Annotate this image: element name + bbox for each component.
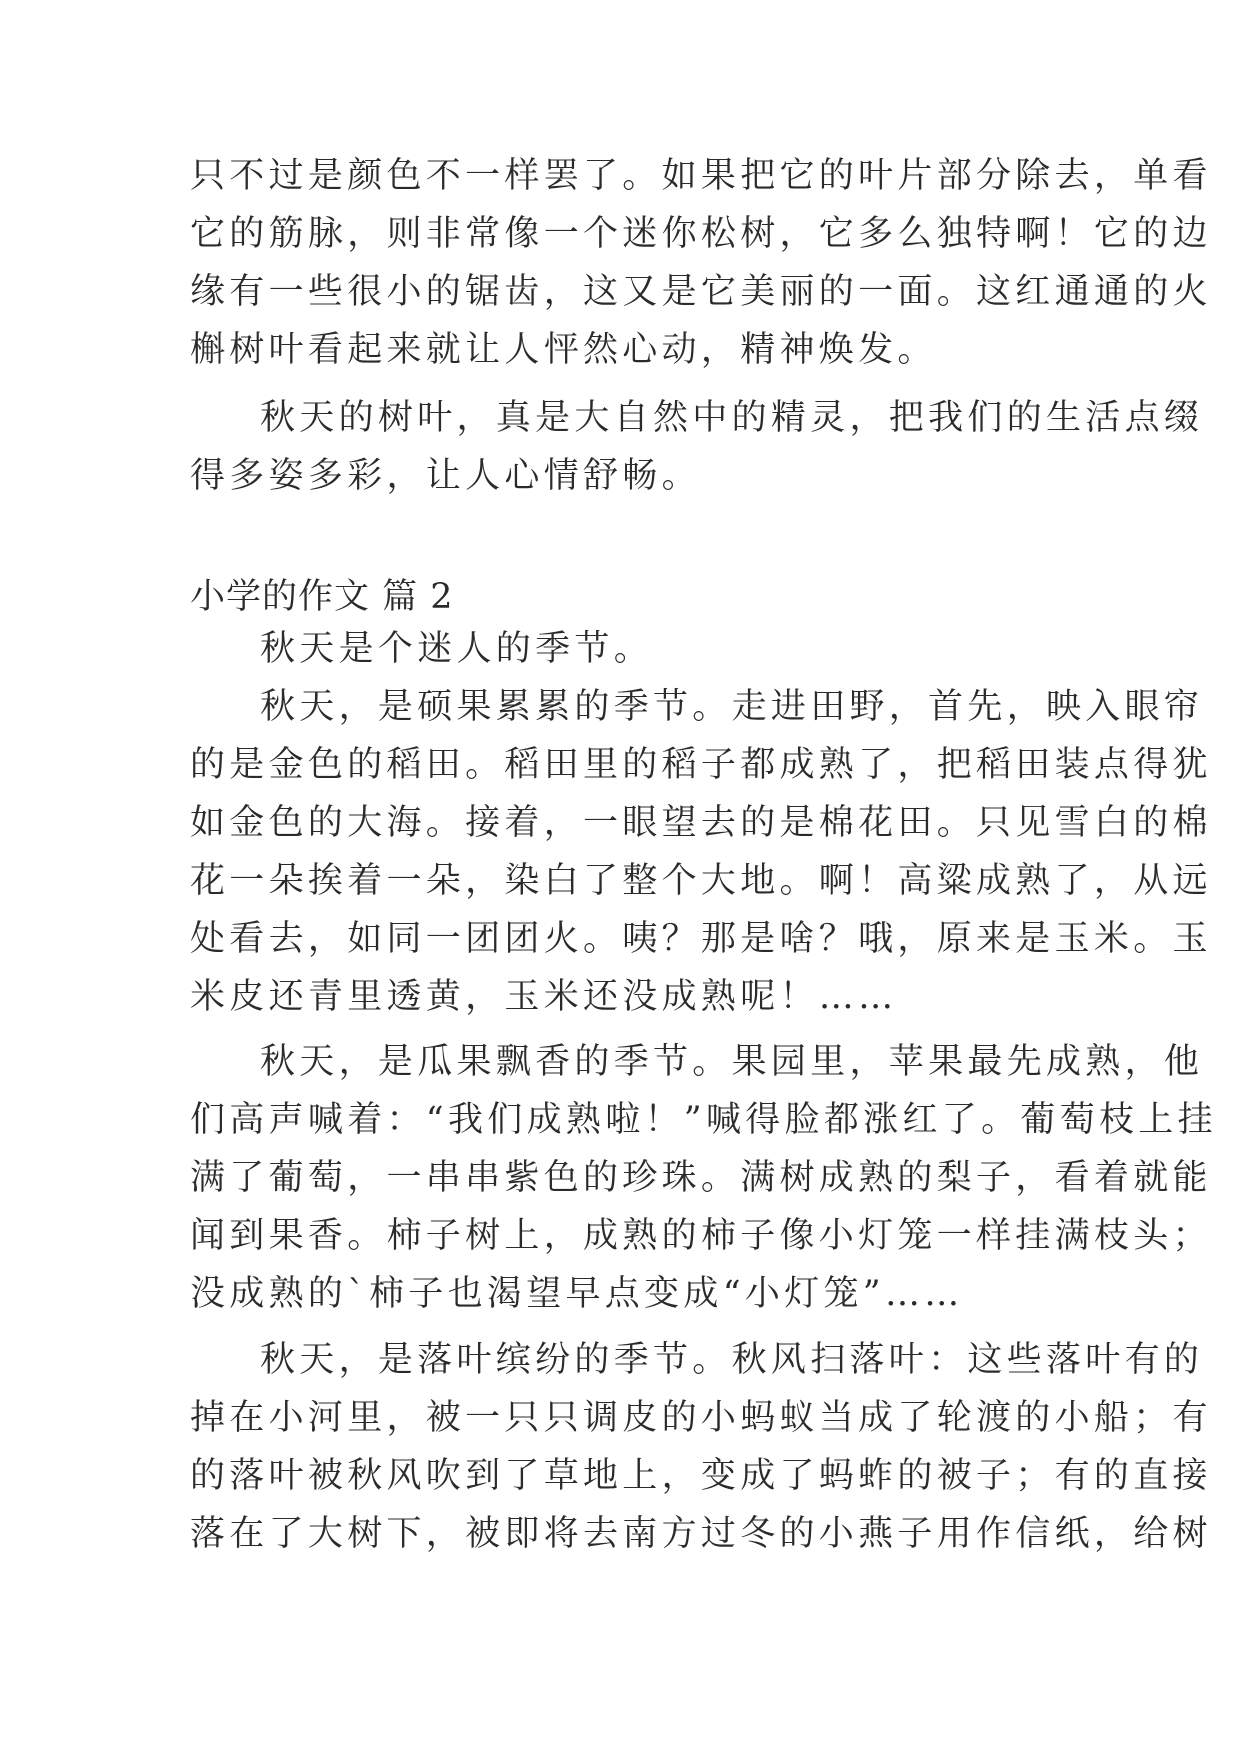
para6-line-4: 落在了大树下，被即将去南方过冬的小燕子用作信纸，给树 <box>190 1514 1212 1554</box>
para1-line-4: 槲树叶看起来就让人怦然心动，精神焕发。 <box>190 330 937 370</box>
para1-line-1: 只不过是颜色不一样罢了。如果把它的叶片部分除去，单看 <box>190 156 1212 196</box>
para4-line-3: 如金色的大海。接着，一眼望去的是棉花田。只见雪白的棉 <box>190 803 1212 843</box>
para5-line-2: 们高声喊着：“我们成熟啦！”喊得脸都涨红了。葡萄枝上挂 <box>190 1100 1217 1140</box>
para4-line-4: 花一朵挨着一朵，染白了整个大地。啊！高粱成熟了，从远 <box>190 861 1212 901</box>
para5-line-1: 秋天，是瓜果飘香的季节。果园里，苹果最先成熟，他 <box>260 1042 1204 1082</box>
para4-line-2: 的是金色的稻田。稻田里的稻子都成熟了，把稻田装点得犹 <box>190 745 1212 785</box>
para6-line-2: 掉在小河里，被一只只调皮的小蚂蚁当成了轮渡的小船；有 <box>190 1398 1212 1438</box>
para6-line-1: 秋天，是落叶缤纷的季节。秋风扫落叶：这些落叶有的 <box>260 1340 1204 1380</box>
para1-line-2: 它的筋脉，则非常像一个迷你松树，它多么独特啊！它的边 <box>190 214 1212 254</box>
para5-line-5: 没成熟的`柿子也渴望早点变成“小灯笼”…… <box>190 1274 964 1314</box>
para4-line-6: 米皮还青里透黄，玉米还没成熟呢！…… <box>190 977 898 1017</box>
para5-line-3: 满了葡萄，一串串紫色的珍珠。满树成熟的梨子，看着就能 <box>190 1158 1212 1198</box>
para5-line-4: 闻到果香。柿子树上，成熟的柿子像小灯笼一样挂满枝头； <box>190 1216 1212 1256</box>
para6-line-3: 的落叶被秋风吹到了草地上，变成了蚂蚱的被子；有的直接 <box>190 1456 1212 1496</box>
para4-line-1: 秋天，是硕果累累的季节。走进田野，首先，映入眼帘 <box>260 687 1204 727</box>
para1-line-3: 缘有一些很小的锯齿，这又是它美丽的一面。这红通通的火 <box>190 272 1212 312</box>
para2-line-1: 秋天的树叶，真是大自然中的精灵，把我们的生活点缀 <box>260 398 1204 438</box>
section-heading: 小学的作文 篇 2 <box>190 577 454 617</box>
para4-line-5: 处看去，如同一团团火。咦？那是啥？哦，原来是玉米。玉 <box>190 919 1212 959</box>
para2-line-2: 得多姿多彩，让人心情舒畅。 <box>190 456 701 496</box>
para3-line-1: 秋天是个迷人的季节。 <box>260 629 654 669</box>
